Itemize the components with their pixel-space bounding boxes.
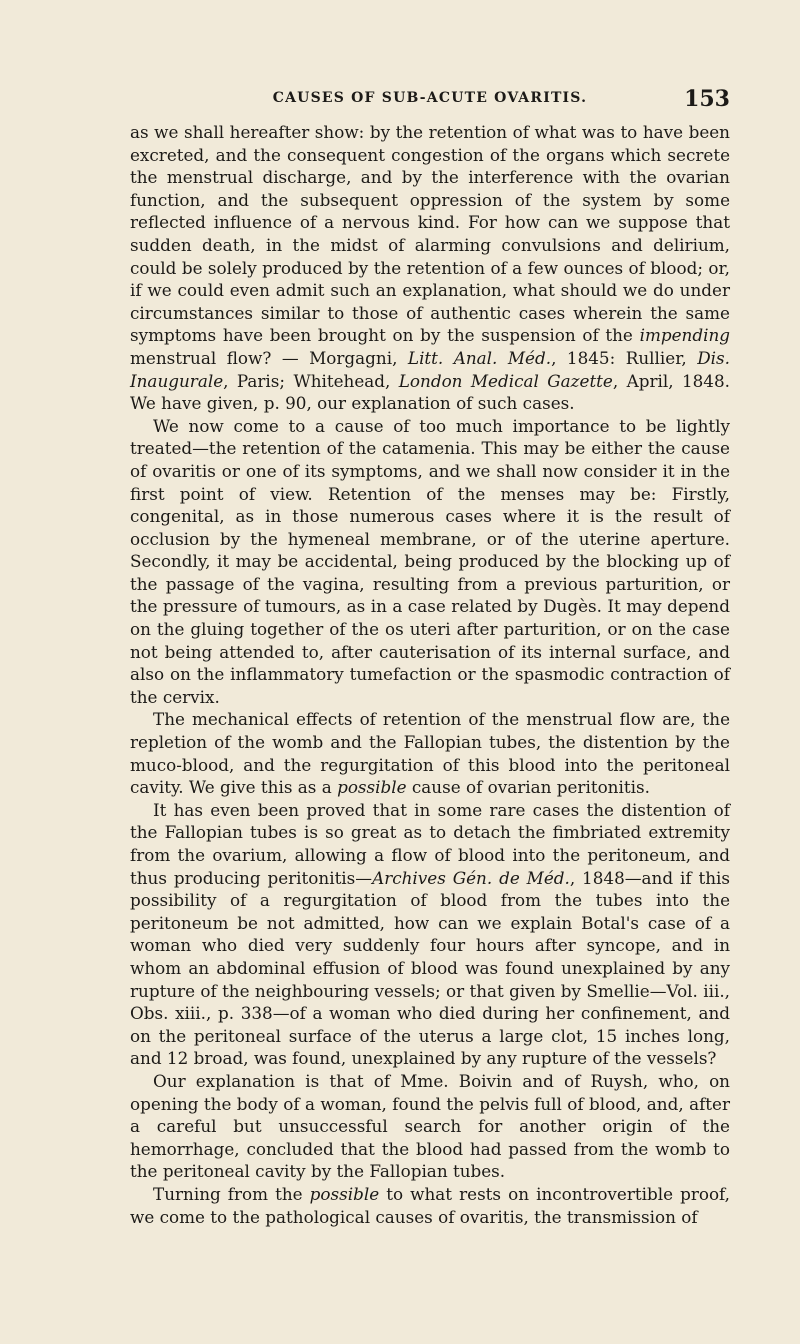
running-head xyxy=(130,86,730,116)
paragraph xyxy=(130,415,730,709)
text-run: Turning from the xyxy=(153,1183,310,1204)
text-run: It has even been proved that in some rare cases the distention of the Fallopian tubes is so great as to detach the fimbriated extremity from the ovarium, allowing a flow of blood into the peritoneum, and thus producing peritonitis— xyxy=(130,799,730,888)
text-run: , Paris; Whitehead, xyxy=(223,370,399,391)
text-run: Our explanation is that of Mme. Boivin and of Ruysh, who, on opening the body of a woman, found the pelvis full of blood, and, after a careful but unsuccessful search for another origin of the hemorrhage, concluded that the blood had passed from the womb to the peritoneal cavity by the Fallopian tubes. xyxy=(130,1070,730,1182)
text-run: , 1845: Rullier, xyxy=(551,347,698,368)
paragraph xyxy=(130,799,730,1070)
italic-run: possible xyxy=(309,1183,380,1204)
thesis-title: Dis. Inaugurale xyxy=(130,347,730,391)
journal-title: Litt. Anal. Méd. xyxy=(407,347,552,368)
paragraph xyxy=(130,1183,730,1228)
text-run: , 1848—and if this possibility of a regurgitation of blood from the tubes into the peritoneum be not admitted, how can we explain Botal's case of a woman who died very suddenly four hours after syncope, and in whom an abdominal effusion of blood was found unexplained by any rupture of the neighbouring vessels; or that given by Smellie—Vol. iii., Obs. xiii., p. 338—of a woman who died during her confinement, and on the peritoneal surface of the uterus a large clot, 15 inches long, and 12 broad, was found, unexplained by any rupture of the vessels? xyxy=(130,867,730,1069)
italic-run: impending xyxy=(639,325,730,346)
running-title: CAUSES OF SUB-ACUTE OVARITIS. xyxy=(272,90,588,106)
paragraph xyxy=(130,121,730,415)
text-run: menstrual flow? — Morgagni, xyxy=(130,347,408,368)
text-run: cause of ovarian peritonitis. xyxy=(406,777,650,798)
page-number: 153 xyxy=(684,86,730,112)
paragraph xyxy=(130,708,730,798)
journal-title: London Medical Gazette xyxy=(398,370,613,391)
italic-run: possible xyxy=(337,777,407,798)
journal-title: Archives Gén. de Méd. xyxy=(372,867,570,888)
text-run: as we shall hereafter show: by the retention of what was to have been excreted, and the consequent congestion of the organs which secrete the menstrual discharge, and by the interference with the ovarian function, and the subsequent oppression of the system by some reflected influence of a nervous kind. For how can we suppose that sudden death, in the midst of alarming convulsions and delirium, could be solely produced by the retention of a few ounces of blood; or, if we could even admit such an explanation, what should we do under circumstances similar to those of authentic cases wherein the same symptoms have been brought on by the suspension of the xyxy=(130,122,730,346)
text-run: The mechanical effects of retention of the menstrual flow are, the repletion of the womb and the Fallopian tubes, the distention by the muco-blood, and the regurgitation of this blood into the peritoneal cavity. We give this as a xyxy=(130,709,730,798)
text-run: We now come to a cause of too much importance to be lightly treated—the retention of the catamenia. This may be either the cause of ovaritis or one of its symptoms, and we shall now consider it in the first point of view. Retention of the menses may be: Firstly, congenital, as in those numerous cases where it is the result of occlusion by the hymeneal membrane, or of the uterine aperture. Secondly, it may be accidental, being produced by the blocking up of the passage of the vagina, resulting from a previous parturition, or the pressure of tumours, as in a case related by Dugès. It may depend on the gluing together of the os uteri after parturition, or on the case not being attended to, after cauterisation of its internal surface, and also on the inflammatory tumefaction or the spasmodic contraction of the cervix. xyxy=(130,415,730,707)
text-run: to what rests on incontrovertible proof, we come to the pathological causes of ovaritis, the transmission of xyxy=(130,1183,730,1227)
body-text xyxy=(130,121,730,1228)
text-run: , April, 1848. We have given, p. 90, our explanation of such cases. xyxy=(130,370,730,414)
paragraph xyxy=(130,1070,730,1183)
